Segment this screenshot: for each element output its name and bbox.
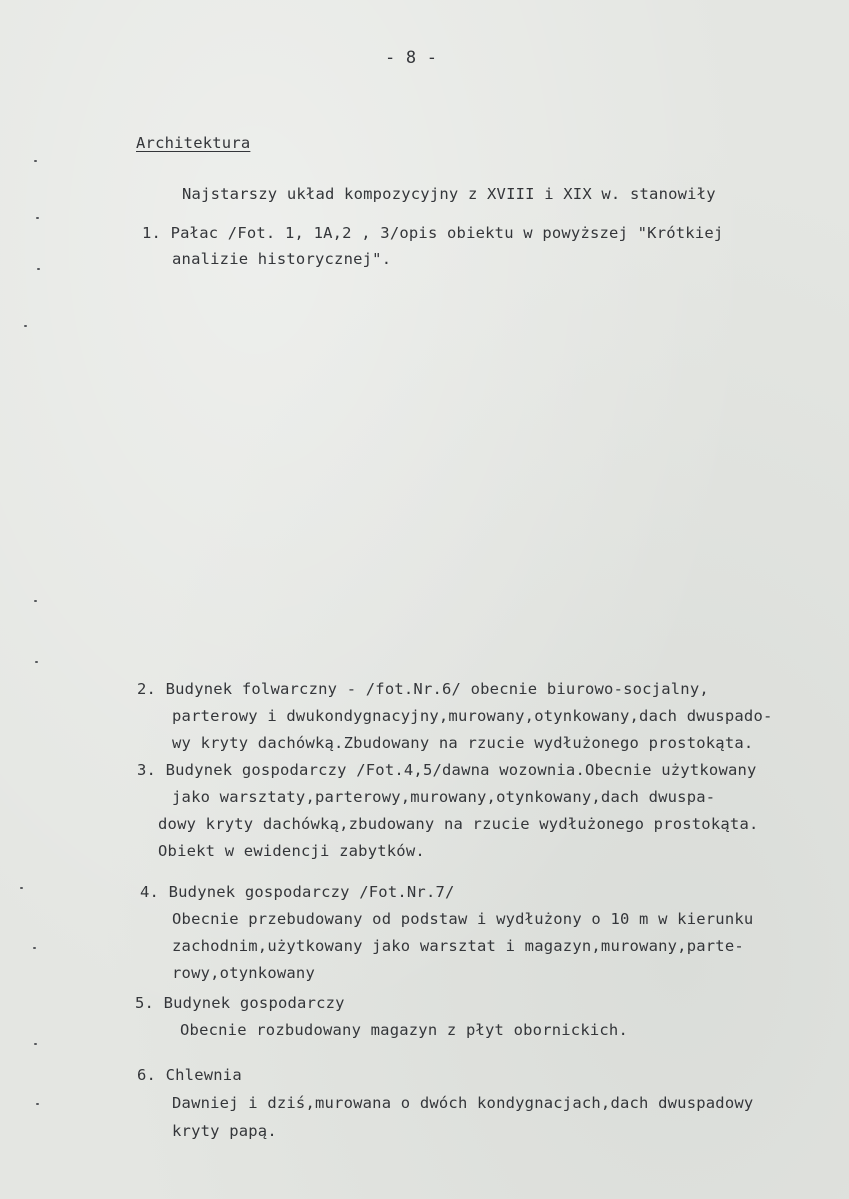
margin-speck	[20, 887, 23, 889]
item-3-line-4: Obiekt w ewidencji zabytków.	[158, 842, 425, 860]
item-3-line-1: 3. Budynek gospodarczy /Fot.4,5/dawna wozownia.Obecnie użytkowany	[137, 761, 757, 779]
margin-speck	[33, 947, 36, 949]
margin-speck	[37, 268, 40, 270]
item-4-line-4: rowy,otynkowany	[172, 964, 315, 982]
item-3-line-3: dowy kryty dachówką,zbudowany na rzucie wydłużonego prostokąta.	[158, 815, 759, 833]
item-4-line-1: 4. Budynek gospodarczy /Fot.Nr.7/	[140, 883, 455, 901]
page-number: - 8 -	[385, 48, 438, 68]
item-5-line-1: 5. Budynek gospodarczy	[135, 994, 345, 1012]
item-2-line-1: 2. Budynek folwarczny - /fot.Nr.6/ obecnie biurowo-socjalny,	[137, 680, 709, 698]
item-6-line-3: kryty papą.	[172, 1122, 277, 1140]
item-2-line-3: wy kryty dachówką.Zbudowany na rzucie wydłużonego prostokąta.	[172, 734, 754, 752]
margin-speck	[34, 1043, 37, 1045]
margin-speck	[35, 661, 38, 663]
item-5-line-2: Obecnie rozbudowany magazyn z płyt obornickich.	[180, 1021, 628, 1039]
margin-speck	[24, 325, 27, 327]
section-heading: Architektura	[136, 134, 251, 152]
item-4-line-2: Obecnie przebudowany od podstaw i wydłużony o 10 m w kierunku	[172, 910, 754, 928]
item-4-line-3: zachodnim,użytkowany jako warsztat i magazyn,murowany,parte-	[172, 937, 744, 955]
item-1-line-1: 1. Pałac /Fot. 1, 1A,2 , 3/opis obiektu w powyższej "Krótkiej	[142, 224, 724, 242]
margin-speck	[36, 217, 39, 219]
item-3-line-2: jako warsztaty,parterowy,murowany,otynkowany,dach dwuspa-	[172, 788, 716, 806]
item-6-line-1: 6. Chlewnia	[137, 1066, 242, 1084]
intro-line: Najstarszy układ kompozycyjny z XVIII i XIX w. stanowiły	[182, 185, 716, 203]
item-6-line-2: Dawniej i dziś,murowana o dwóch kondygnacjach,dach dwuspadowy	[172, 1094, 754, 1112]
item-1-line-2: analizie historycznej".	[172, 250, 392, 268]
item-2-line-2: parterowy i dwukondygnacyjny,murowany,otynkowany,dach dwuspado-	[172, 707, 773, 725]
margin-speck	[36, 1103, 39, 1105]
margin-speck	[34, 160, 37, 162]
margin-speck	[34, 600, 37, 602]
